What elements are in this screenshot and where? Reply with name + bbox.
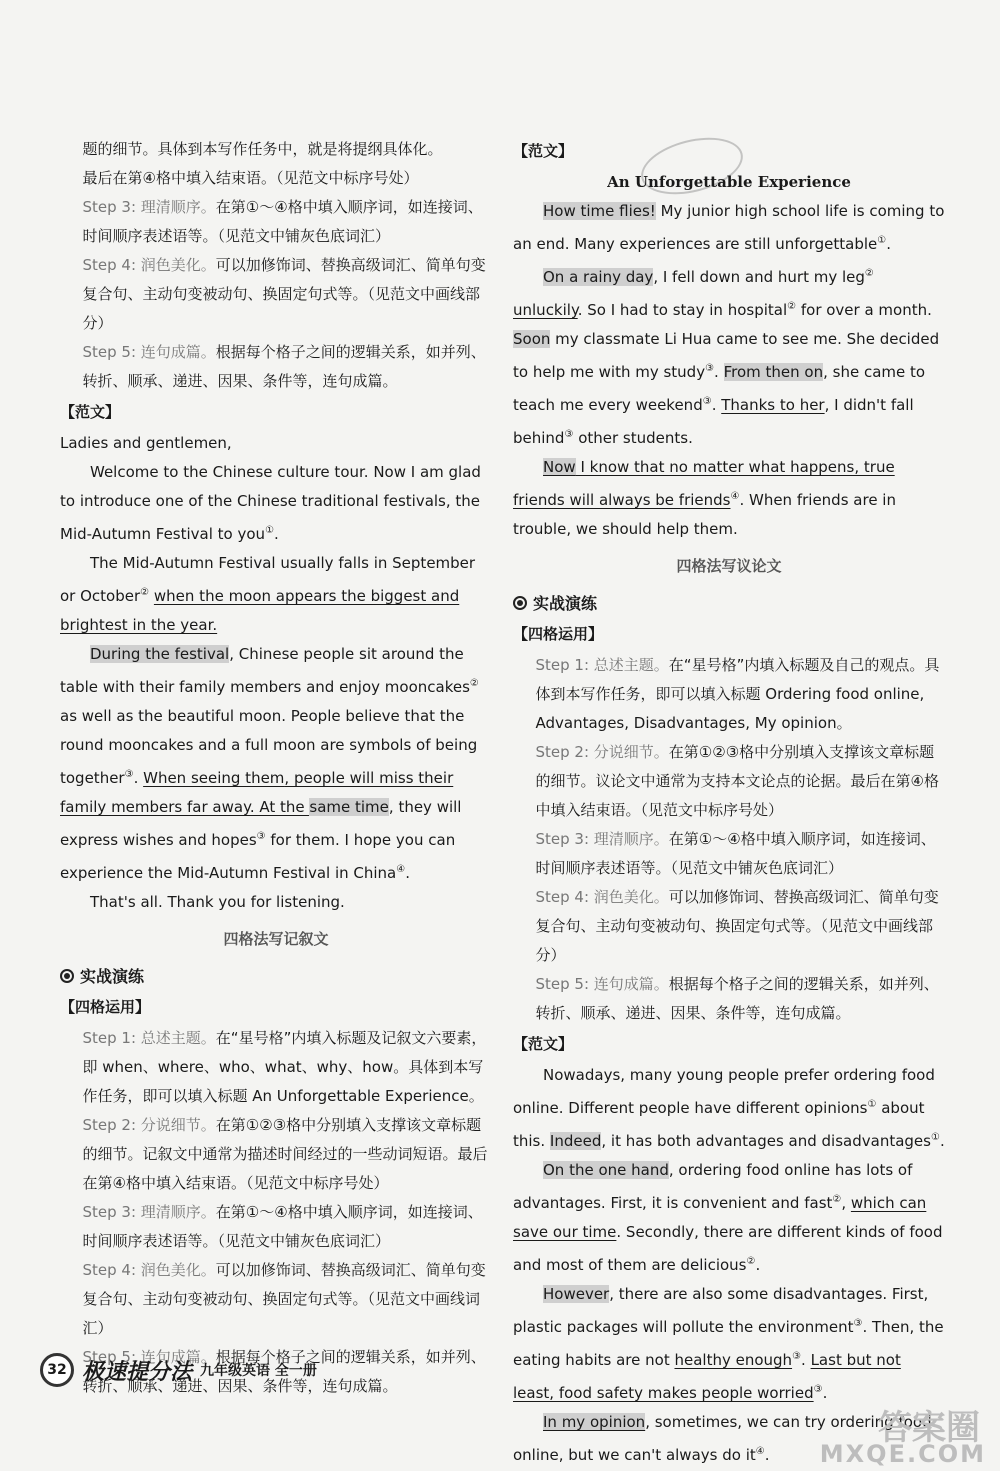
step-item	[60, 193, 492, 251]
step-item: Step 2: 分说细节。在第①②③格中分别填入支撑该文章标题的细节。记叙文中通常为描述时间经过的一些动词短语。最后在第④格中填入结束语。（见范文中标序号处）	[82, 1116, 488, 1192]
step-item: Step 3: 理清顺序。在第①～④格中填入顺序词，如连接词、时间顺序表述语等。（见范文中铺灰色底词汇）	[82, 1203, 483, 1250]
target-icon	[513, 596, 527, 610]
story-paragraph: How time flies! My junior high school life is coming to an end. Many experiences are still unforgettable①.	[513, 202, 945, 253]
step-item	[60, 251, 492, 338]
section-title: 四格法写记叙文	[223, 930, 329, 948]
practice-heading: 实战演练	[60, 962, 492, 991]
essay-paragraph: The Mid-Autumn Festival usually falls in September or October② when the moon appears the biggest and brightest in the year.	[60, 554, 476, 634]
step-label: Step 5: 连句成篇。	[82, 343, 216, 361]
step-item	[60, 338, 492, 396]
story-paragraph: On a rainy day, I fell down and hurt my leg② unluckily. So I had to stay in hospital② for over a month. Soon my classmate Li Hua came to see me. She decided to help me with my study③. From then on, she came to teach me every weekend③. Thanks to her, I didn't fall behind③ other students.	[513, 268, 940, 447]
argument-paragraph: However, there are also some disadvantages. First, plastic packages will pollute the environment③. Then, the eating habits are not healthy enough③. Last but not least, food safety makes people worried③.	[513, 1285, 944, 1402]
step-text: 可以加修饰词、替换高级词汇、简单句变复合句、主动句变被动句、换固定句式等。（见范文中画线部分）	[82, 256, 486, 332]
fanwen-label: 【范文】	[60, 403, 121, 421]
argument-paragraph: In my opinion, sometimes, we can try ordering food online, but we can't always do it④.	[513, 1413, 932, 1464]
essay-paragraph: That's all. Thank you for listening.	[90, 893, 345, 911]
step-item: Step 3: 理清顺序。在第①～④格中填入顺序词，如连接词、时间顺序表述语等。（见范文中铺灰色底词汇）	[535, 830, 936, 877]
essay-paragraph: Welcome to the Chinese culture tour. Now I am glad to introduce one of the Chinese traditional festivals, the Mid-Autumn Festival to you①.	[60, 463, 481, 543]
brand-logo: 极速提分法	[82, 1359, 193, 1385]
usage-label: 【四格运用】	[60, 998, 151, 1016]
page-footer	[40, 1350, 317, 1390]
story-title: An Unforgettable Experience	[607, 173, 851, 191]
step-item: Step 4: 润色美化。可以加修饰词、替换高级词汇、简单句变复合句、主动句变被动句、换固定句式等。（见范文中画线部分）	[535, 888, 939, 964]
fanwen-label: 【范文】	[513, 1035, 574, 1053]
step-item: Step 2: 分说细节。在第①②③格中分别填入支撑该文章标题的细节。议论文中通常为支持本文论点的论据。最后在第④格中填入结束语。（见范文中标序号处）	[535, 743, 939, 819]
step-item: Step 4: 润色美化。可以加修饰词、替换高级词汇、简单句变复合句、主动句变被动句、换固定句式等。（见范文中画线词汇）	[82, 1261, 486, 1337]
essay-greeting: Ladies and gentlemen,	[60, 434, 232, 452]
story-paragraph: Now I know that no matter what happens, true friends will always be friends④. When friends are in trouble, we should help them.	[513, 458, 896, 538]
book-title: 九年级英语 全一册	[200, 1363, 317, 1379]
page-number: 32	[40, 1353, 74, 1387]
watermark-url: MXQE.COM	[819, 1440, 986, 1468]
left-column	[60, 135, 492, 1401]
section-title: 四格法写议论文	[676, 557, 782, 575]
fanwen-label: 【范文】	[513, 142, 574, 160]
right-column	[513, 135, 945, 1470]
argument-paragraph: Nowadays, many young people prefer ordering food online. Different people have different opinions① about this. Indeed, it has both advantages and disadvantages①.	[513, 1066, 945, 1150]
step-text: 根据每个格子之间的逻辑关系，如并列、转折、顺承、递进、因果、条件等，连句成篇。	[82, 343, 486, 390]
intro-line: 最后在第④格中填入结束语。（见范文中标序号处）	[82, 169, 419, 187]
step-item: Step 5: 连句成篇。根据每个格子之间的逻辑关系，如并列、转折、顺承、递进、因果、条件等，连句成篇。	[82, 1348, 486, 1395]
step-item: Step 5: 连句成篇。根据每个格子之间的逻辑关系，如并列、转折、顺承、递进、因果、条件等，连句成篇。	[535, 975, 939, 1022]
step-label: Step 4: 润色美化。	[82, 256, 216, 274]
step-text: 在第①～④格中填入顺序词，如连接词、时间顺序表述语等。（见范文中铺灰色底词汇）	[82, 198, 483, 245]
step-item: Step 1: 总述主题。在“星号格”内填入标题及自己的观点。具体到本写作任务，即可以填入标题 Ordering food online, Advantages, Disadvantages, My opinion。	[535, 656, 940, 732]
usage-label: 【四格运用】	[513, 625, 604, 643]
argument-paragraph: On the one hand, ordering food online has lots of advantages. First, it is convenient and fast②, which can save our time. Secondly, there are different kinds of food and most of them are delicious②.	[513, 1161, 943, 1274]
step-label: Step 3: 理清顺序。	[82, 198, 216, 216]
model-essay	[60, 429, 492, 917]
essay-paragraph: During the festival, Chinese people sit around the table with their family members and enjoy mooncakes② as well as the beautiful moon. People believe that the round mooncakes and a full moon are symbols of being together③. When seeing them, people will miss their family members far away. At the same time, they will express wishes and hopes③ for them. I hope you can experience the Mid-Autumn Festival in China④.	[60, 645, 479, 882]
model-story	[513, 197, 945, 544]
intro-line: 题的细节。具体到本写作任务中，就是将提纲具体化。	[82, 140, 443, 158]
practice-heading: 实战演练	[513, 589, 945, 618]
target-icon	[60, 969, 74, 983]
watermark-logo: 答案圈	[878, 1408, 980, 1448]
step-item: Step 1: 总述主题。在“星号格”内填入标题及记叙文六要素，即 when、where、who、what、why、how。具体到本写作任务，即可以填入标题 An Unforgettable Experience。	[82, 1029, 487, 1105]
